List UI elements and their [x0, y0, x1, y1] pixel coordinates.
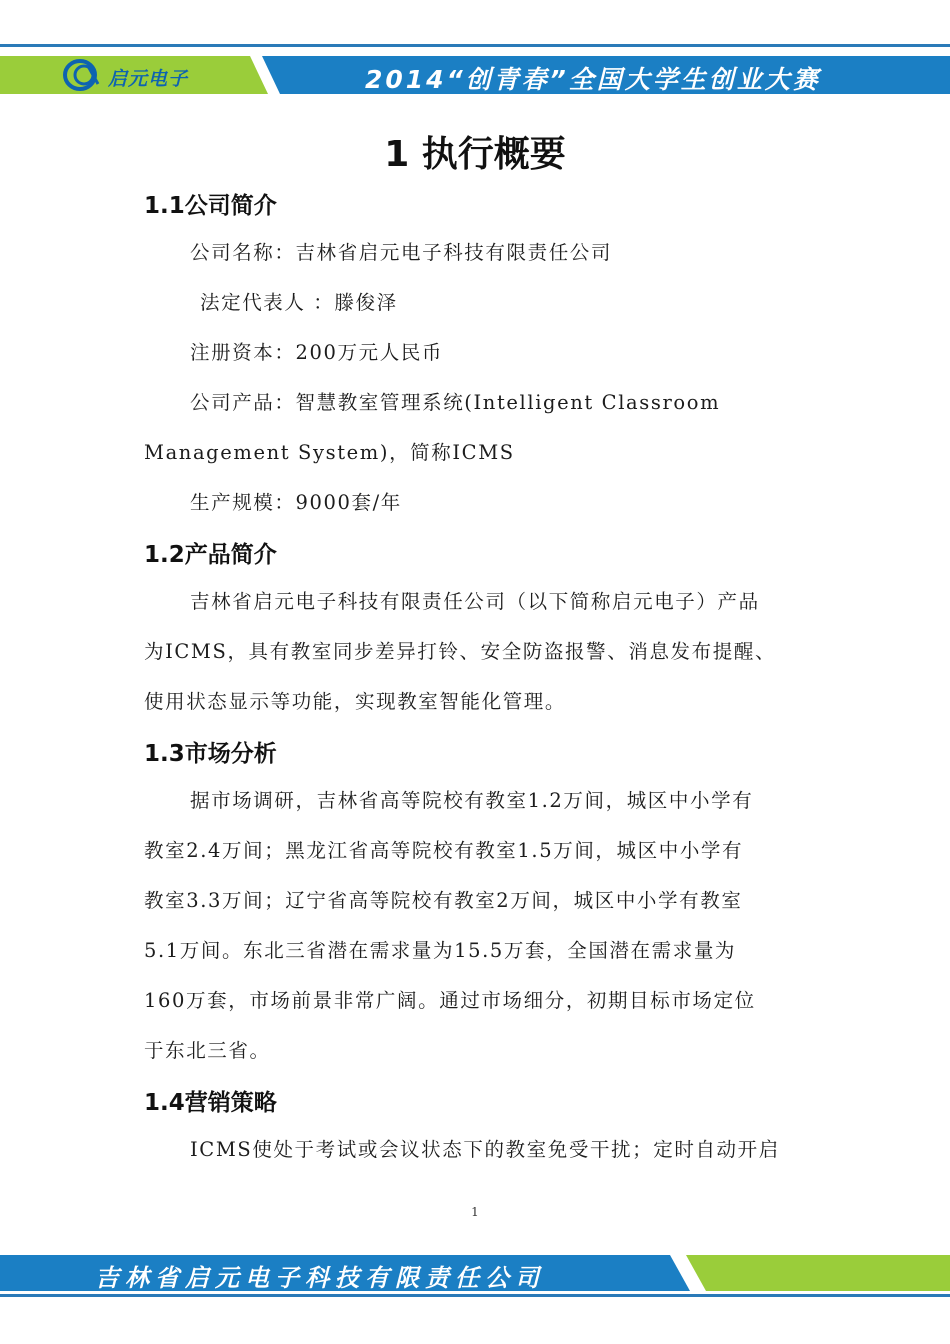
- paragraph-line: 教室2.4万间；黑龙江省高等院校有教室1.5万间，城区中小学有: [144, 839, 744, 862]
- paragraph-line: ICMS使处于考试或会议状态下的教室免受干扰；定时自动开启: [190, 1138, 780, 1161]
- paragraph-line: 吉林省启元电子科技有限责任公司（以下简称启元电子）产品: [190, 590, 760, 613]
- section-heading-product-intro: 1.2产品简介: [144, 542, 277, 568]
- company-logo-text: 启元电子: [108, 68, 189, 90]
- paragraph-line: 为ICMS，具有教室同步差异打铃、安全防盗报警、消息发布提醒、: [144, 640, 777, 663]
- header-top-rule: [0, 44, 950, 47]
- company-product-line: 公司产品：智慧教室管理系统(Intelligent Classroom: [190, 391, 721, 414]
- section-heading-company-intro: 1.1公司简介: [144, 193, 277, 219]
- paragraph-line: 据市场调研，吉林省高等院校有教室1.2万间，城区中小学有: [190, 789, 754, 812]
- footer-bottom-rule: [0, 1294, 950, 1297]
- registered-capital-line: 注册资本：200万元人民币: [190, 341, 444, 364]
- page-number: 1: [471, 1205, 479, 1219]
- production-scale-line: 生产规模：9000套/年: [190, 491, 402, 514]
- section-heading-market-analysis: 1.3市场分析: [144, 741, 277, 767]
- company-name-line: 公司名称：吉林省启元电子科技有限责任公司: [190, 241, 613, 264]
- chapter-title: 1 执行概要: [384, 134, 566, 175]
- paragraph-line: 5.1万间。东北三省潜在需求量为15.5万套，全国潜在需求量为: [144, 939, 737, 962]
- paragraph-line: 教室3.3万间；辽宁省高等院校有教室2万间，城区中小学有教室: [144, 889, 743, 912]
- paragraph-line: 160万套，市场前景非常广阔。通过市场细分，初期目标市场定位: [144, 989, 756, 1012]
- footer-company-name: 吉林省启元电子科技有限责任公司: [95, 1264, 545, 1292]
- company-product-line-cont: Management System)，简称ICMS: [144, 441, 515, 464]
- company-logo-icon: [62, 58, 106, 96]
- legal-representative-line: 法定代表人 ：滕俊泽: [200, 291, 398, 314]
- paragraph-line: 使用状态显示等功能，实现教室智能化管理。: [144, 690, 567, 713]
- competition-banner-title: 2014“创青春”全国大学生创业大赛: [365, 65, 821, 94]
- section-heading-marketing-strategy: 1.4营销策略: [144, 1090, 277, 1116]
- paragraph-line: 于东北三省。: [144, 1039, 271, 1062]
